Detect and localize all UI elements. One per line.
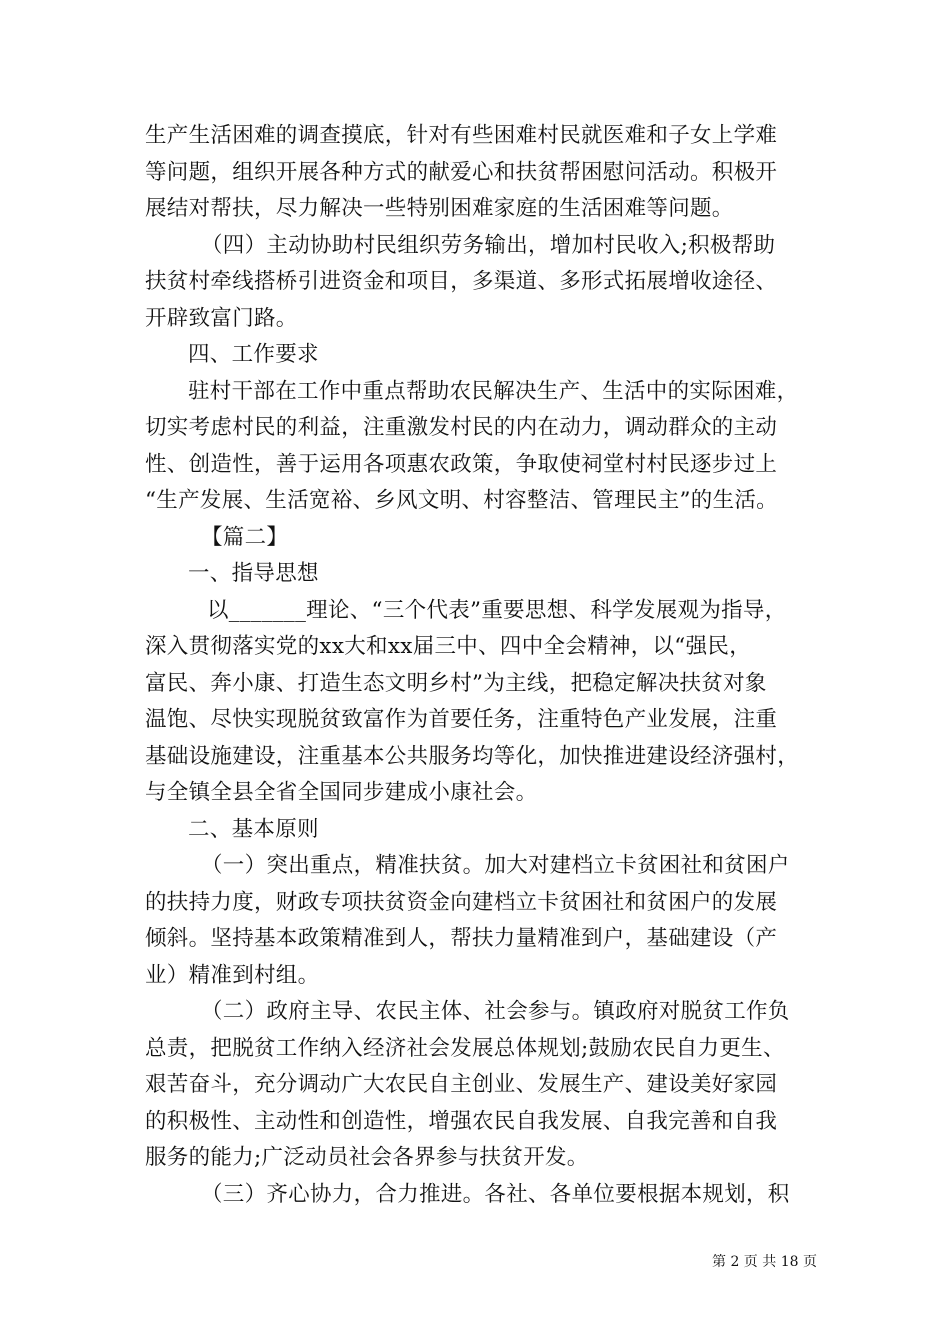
text-line: 与全镇全县全省全国同步建成小康社会。	[145, 780, 538, 805]
chapter-heading: 【篇二】	[201, 524, 289, 550]
section-heading: 一、指导思想	[188, 561, 319, 586]
text-line: 的积极性、主动性和创造性，增强农民自我发展、自我完善和自我	[145, 1108, 778, 1134]
text-line: （一）突出重点，精准扶贫。加大对建档立卡贫困社和贫困户	[201, 853, 790, 878]
text-line: 展结对帮扶，尽力解决一些特别困难家庭的生活困难等问题。	[145, 196, 734, 221]
section-heading: 二、基本原则	[188, 816, 319, 842]
text-line: 富民、奔小康、打造生态文明乡村”为主线，把稳定解决扶贫对象	[145, 670, 767, 696]
text-line: 性、创造性，善于运用各项惠农政策，争取使祠堂村村民逐步过上	[145, 451, 778, 477]
text-line: 的扶持力度，财政专项扶贫资金向建档立卡贫困社和贫困户的发展	[145, 889, 778, 915]
text-line: （二）政府主导、农民主体、社会参与。镇政府对脱贫工作负	[201, 999, 790, 1024]
text-line: 开辟致富门路。	[145, 305, 298, 331]
text-line: 业）精准到村组。	[145, 962, 320, 988]
text-line: （三）齐心协力，合力推进。各社、各单位要根据本规划，积	[201, 1181, 790, 1207]
text-line: 艰苦奋斗，充分调动广大农民自主创业、发展生产、建设美好家园	[145, 1072, 778, 1097]
text-line: “生产发展、生活宽裕、乡风文明、村容整洁、管理民主”的生活。	[145, 488, 778, 513]
text-line: 温饱、尽快实现脱贫致富作为首要任务，注重特色产业发展，注重	[145, 707, 778, 732]
text-line: 扶贫村牵线搭桥引进资金和项目，多渠道、多形式拓展增收途径、	[145, 269, 778, 294]
text-line: 生产生活困难的调查摸底，针对有些困难村民就医难和子女上学难	[145, 123, 778, 148]
text-line: 等问题，组织开展各种方式的献爱心和扶贫帮困慰问活动。积极开	[145, 159, 778, 185]
text-line: 以_______理论、“三个代表”重要思想、科学发展观为指导，	[207, 597, 787, 623]
text-line: 总责，把脱贫工作纳入经济社会发展总体规划;鼓励农民自力更生、	[145, 1035, 785, 1061]
text-line: 倾斜。坚持基本政策精准到人，帮扶力量精准到户，基础建设（产	[145, 926, 778, 951]
text-line: 切实考虑村民的利益，注重激发村民的内在动力，调动群众的主动	[145, 415, 778, 440]
page-number-footer: 第 2 页 共 18 页	[712, 1254, 817, 1270]
text-line: （四）主动协助村民组织劳务输出，增加村民收入;积极帮助	[201, 232, 776, 258]
body-text	[145, 118, 835, 1213]
text-line: 深入贯彻落实党的xx大和xx届三中、四中全会精神，以“强民，	[145, 634, 751, 659]
text-line: 基础设施建设，注重基本公共服务均等化，加快推进建设经济强村，	[145, 743, 800, 769]
text-line: 驻村干部在工作中重点帮助农民解决生产、生活中的实际困难，	[188, 378, 799, 404]
text-line: 服务的能力;广泛动员社会各界参与扶贫开发。	[145, 1145, 589, 1170]
section-heading: 四、工作要求	[188, 342, 319, 367]
